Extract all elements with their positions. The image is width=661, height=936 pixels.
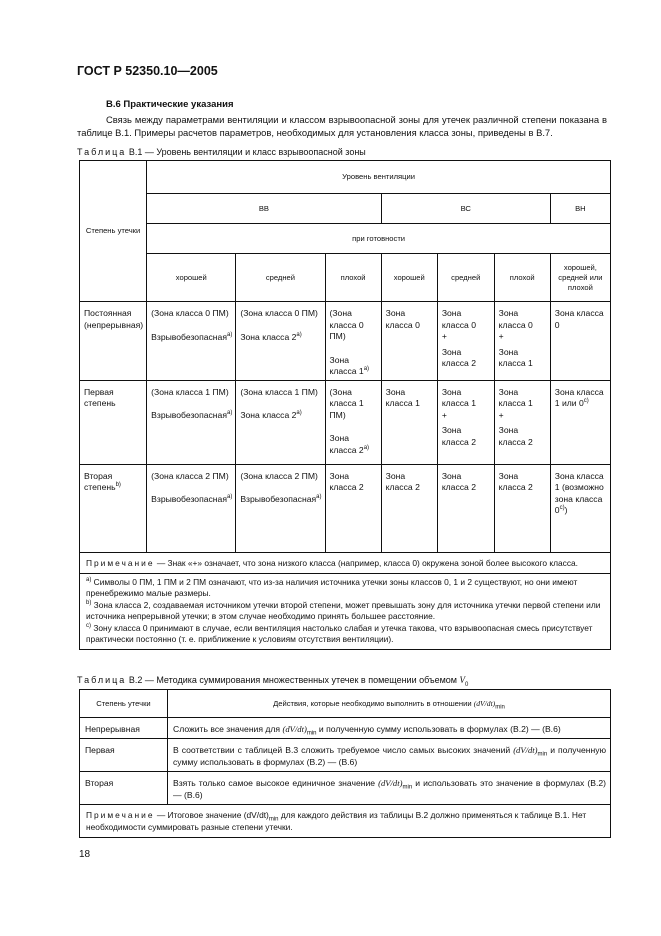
cell	[494, 380, 550, 464]
cell	[550, 302, 610, 381]
header-good: хорошей	[147, 254, 236, 302]
footnote-c: $^{c)}$ Зону класса 0 принимают в случае, если вентиляция настолько слабая и утечка такова, что взрывоопасная смесь присутствует практически постоянно (т. е. приближение к условиям отсутствия вентиляции).	[86, 622, 593, 644]
cell-text: Зона класса 2	[240, 410, 297, 420]
cell-text: Взрывобезопасная	[151, 494, 227, 504]
table1-caption	[77, 147, 366, 157]
table1-note	[80, 552, 611, 573]
footnote-mark: a)	[363, 444, 370, 451]
cell	[494, 464, 550, 552]
note-text: — Знак «+» означает, что зона низкого класса (например, класса 0) окружена зоной более высокого класса.	[156, 557, 578, 568]
cell-text: (Зона класса 0 ПМ)	[240, 308, 318, 318]
t2-row-degree: Первая	[80, 739, 168, 772]
cell-text: Зона класса 1 или 0	[554, 386, 604, 408]
cell-text: +	[498, 409, 504, 420]
footnote-mark: a)	[363, 366, 370, 373]
cell-text: Вторая степень	[84, 470, 116, 492]
header-group-bs: ВС	[381, 194, 550, 224]
footnote-mark: a)	[296, 410, 302, 417]
cell-text: Зона класса 2	[329, 433, 364, 455]
cell-text: Зона класса 2	[441, 346, 477, 368]
cell-text: Зона класса 2	[498, 425, 533, 447]
header-ventilation-level: Уровень вентиляции	[147, 161, 611, 194]
note-label: Примечание	[86, 810, 155, 820]
cell	[236, 380, 325, 464]
cell-text: Зона класса 2	[240, 331, 297, 342]
cell-text: Зона класса 2	[329, 470, 364, 492]
table1-caption-title: В.1 — Уровень вентиляции и класс взрывоопасной зоны	[128, 147, 366, 157]
footnote-mark: a)	[296, 331, 302, 338]
cell	[437, 380, 494, 464]
cell-text: Взрывобезопасная	[240, 494, 317, 504]
table1-caption-prefix: Таблица	[77, 147, 127, 157]
cell-text: Зона класса 2	[385, 470, 420, 492]
cell-text: Зона класса 1	[498, 386, 533, 408]
cell	[381, 464, 437, 552]
caption-sub: 0	[465, 681, 469, 688]
cell-text: Зона класса 1	[329, 354, 364, 376]
header-poor: плохой	[494, 254, 550, 302]
cell-text: +	[498, 331, 504, 341]
t2-row-action: Сложить все значения для $(dV/dt)_{min}$ и полученную сумму использовать в формулах (В.2) — (В.6)	[168, 718, 611, 739]
t2-row-degree: Вторая	[80, 772, 168, 805]
cell-text: Зона класса 1	[498, 346, 533, 368]
table-row	[80, 302, 611, 381]
cell	[494, 302, 550, 381]
intro-paragraph: Связь между параметрами вентиляции и классом взрывоопасной зоны для утечек различной степени показана в таблице В.1. Примеры расчетов параметров, необходимых для установления класса зоны, приведены в В.7.	[77, 114, 607, 138]
table-row	[80, 718, 611, 739]
table-row	[80, 739, 611, 772]
cell-text: (Зона класса 1 ПМ)	[151, 386, 229, 397]
cell-text: Зона класса 1	[385, 386, 420, 408]
cell	[147, 302, 236, 381]
page-number: 18	[79, 849, 91, 860]
cell-text: Зона класса 0	[441, 308, 477, 330]
table1-footnotes	[80, 573, 611, 649]
header-bn-any: хорошей, средней или плохой	[550, 254, 610, 302]
cell	[325, 302, 381, 381]
table-row	[80, 772, 611, 805]
cell	[147, 380, 236, 464]
cell	[325, 380, 381, 464]
t2-row-action: Взять только самое высокое единичное значение $(dV/dt)_{min}$ и использовать это значение в формулах (В.2) — (В.6)	[168, 772, 611, 805]
cell	[325, 464, 381, 552]
footnote-mark: c)	[583, 398, 589, 405]
t2-row-degree: Непрерывная	[80, 718, 168, 739]
header-good: хорошей	[381, 254, 437, 302]
footnote-b: $^{b)}$ Зона класса 2, создаваемая источником утечки второй степени, может превышать зону для источника утечки первой степени или источника непрерывной утечки; в этом случае необходимо принять большее расстояние.	[86, 599, 601, 621]
cell	[147, 464, 236, 552]
cell-text: Зона класса 0	[554, 308, 604, 330]
cell-text: (Зона класса 2 ПМ)	[151, 470, 229, 481]
caption-var: V	[459, 675, 465, 685]
cell	[236, 302, 325, 381]
row-degree: Первая степень	[80, 380, 147, 464]
t2-header-actions: Действия, которые необходимо выполнить в отношении $(dV/dt)_{min}$	[168, 690, 611, 718]
note-label: Примечание	[86, 557, 155, 568]
footnote-a: $^{a)}$ Символы 0 ПМ, 1 ПМ и 2 ПМ означают, что из-за наличия источника утечки зоны классов 0, 1 и 2 существуют, но они имеют пренебрежимо малые размеры.	[86, 576, 578, 598]
table2-caption-title: В.2 — Методика суммирования множественных утечек в помещении объемом	[128, 675, 457, 685]
cell-text: Зона класса 0	[498, 308, 533, 330]
footnote-mark: a)	[226, 331, 233, 338]
cell-text: Зона класса 2	[441, 425, 477, 447]
cell-text: Взрывобезопасная	[151, 410, 227, 420]
table2-caption	[77, 675, 469, 688]
cell-text: Зона класса 1 (возможно зона класса 0	[554, 470, 604, 515]
leak-summation-table	[79, 689, 611, 838]
cell-text: (Зона класса 0 ПМ)	[329, 308, 364, 341]
header-group-bn: ВН	[550, 194, 610, 224]
footnote-mark: b)	[115, 482, 121, 489]
section-title: В.6 Практические указания	[106, 99, 234, 110]
cell	[381, 380, 437, 464]
cell-text: Зона класса 2	[441, 470, 477, 492]
table2-note: Примечание — Итоговое значение $(dV/dt)_{min}$ для каждого действия из таблицы В.2 должно применяться к таблице В.1. Нет необходимости суммировать разные степени утечки.	[80, 805, 611, 838]
ventilation-zone-table	[79, 160, 611, 650]
cell-text: Зона класса 1	[441, 386, 477, 408]
cell	[236, 464, 325, 552]
table1-footnotes-row	[80, 573, 611, 649]
cell-text: Взрывобезопасная	[151, 331, 227, 342]
footnote-mark: a)	[226, 410, 233, 417]
cell	[550, 380, 610, 464]
table2-caption-prefix: Таблица	[77, 675, 127, 685]
cell-text: (Зона класса 0 ПМ)	[151, 308, 229, 318]
header-mid: средней	[236, 254, 325, 302]
header-availability: при готовности	[147, 224, 611, 254]
cell	[437, 464, 494, 552]
cell-text: Зона класса 2	[498, 470, 533, 492]
table-row	[80, 464, 611, 552]
cell	[381, 302, 437, 381]
table1-note-row	[80, 552, 611, 573]
document-header: ГОСТ Р 52350.10—2005	[77, 64, 218, 78]
cell	[437, 302, 494, 381]
header-group-bb: ВВ	[147, 194, 382, 224]
footnote-mark: a)	[226, 494, 233, 501]
cell-text: +	[441, 331, 447, 341]
header-degree: Степень утечки	[80, 161, 147, 302]
cell: Зона класса 1 (возможно зона класса 0$^{c)}$)	[550, 464, 610, 552]
footnote-mark: c)	[559, 505, 565, 512]
note-text: для каждого действия из таблицы В.2 должно применяться к таблице В.1. Нет необходимости суммировать разные степени утечки.	[86, 810, 587, 832]
table-row	[80, 380, 611, 464]
cell-text: Зона класса 0	[385, 308, 420, 330]
note-text: — Итоговое значение (dV/dt)	[156, 810, 269, 820]
row-degree: Постоянная (непрерывная)	[80, 302, 147, 381]
t2-row-action: В соответствии с таблицей В.3 сложить требуемое число самых высоких значений $(dV/dt)_{min}$ и полученную сумму использовать в формулах (В.2) — (В.6)	[168, 739, 611, 772]
cell-text: +	[441, 409, 447, 420]
cell-text: (Зона класса 1 ПМ)	[329, 386, 364, 420]
header-poor: плохой	[325, 254, 381, 302]
footnote-mark: a)	[316, 494, 322, 501]
row-degree	[80, 464, 147, 552]
t2-header-degree: Степень утечки	[80, 690, 168, 718]
header-mid: средней	[437, 254, 494, 302]
cell-text: (Зона класса 2 ПМ)	[240, 470, 318, 481]
table2-note-row	[80, 805, 611, 838]
cell-text: (Зона класса 1 ПМ)	[240, 386, 318, 397]
